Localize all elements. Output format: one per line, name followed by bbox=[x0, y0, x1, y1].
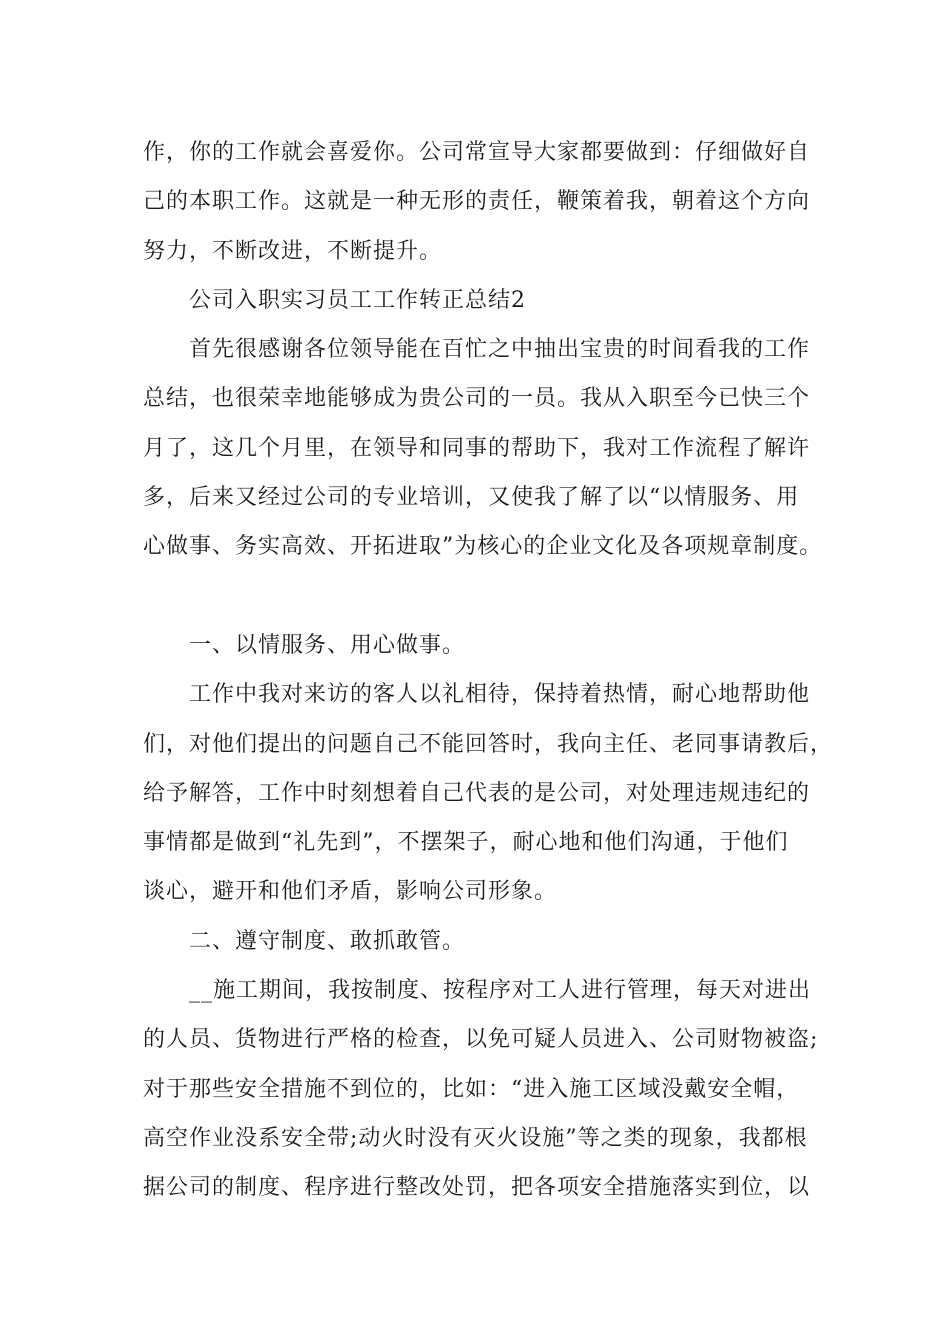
body-line: 对于那些安全措施不到位的，比如：“进入施工区域没戴安全帽， bbox=[143, 1076, 800, 1102]
paragraph-start-line: 首先很感谢各位领导能在百忙之中抽出宝贵的时间看我的工作 bbox=[189, 337, 811, 363]
paragraph-start-line: 工作中我对来访的客人以礼相待，保持着热情，耐心地帮助他 bbox=[189, 682, 811, 708]
subheading-two: 二、遵守制度、敢抓敢管。 bbox=[189, 928, 466, 954]
body-line: 们，对他们提出的问题自己不能回答时，我向主任、老同事请教后， bbox=[143, 731, 834, 757]
document-body bbox=[143, 128, 834, 1213]
body-line: 的人员、货物进行严格的检查，以免可疑人员进入、公司财物被盗; bbox=[143, 1027, 819, 1053]
subheading-one: 一、以情服务、用心做事。 bbox=[189, 632, 466, 658]
body-line: 作，你的工作就会喜爱你。公司常宣导大家都要做到：仔细做好自 bbox=[143, 140, 811, 165]
body-line: 努力，不断改进，不断提升。 bbox=[143, 238, 443, 264]
body-line: 据公司的制度、程序进行整改处罚，把各项安全措施落实到位，以 bbox=[143, 1175, 811, 1201]
body-line: 己的本职工作。这就是一种无形的责任，鞭策着我，朝着这个方向 bbox=[143, 189, 811, 215]
body-line: 高空作业没系安全带;动火时没有灭火设施”等之类的现象，我都根 bbox=[143, 1125, 808, 1151]
section-heading: 公司入职实习员工工作转正总结2 bbox=[189, 287, 526, 313]
blank-line bbox=[143, 572, 823, 621]
body-line: 谈心，避开和他们矛盾，影响公司形象。 bbox=[143, 879, 558, 905]
body-line: 事情都是做到“礼先到”，不摆架子，耐心地和他们沟通，于他们 bbox=[143, 830, 789, 856]
paragraph-start-line: __施工期间，我按制度、按程序对工人进行管理，每天对进出 bbox=[189, 978, 812, 1004]
body-line: 月了，这几个月里，在领导和同事的帮助下，我对工作流程了解许 bbox=[143, 435, 811, 461]
body-line: 心做事、务实高效、开拓进取”为核心的企业文化及各项规章制度。 bbox=[143, 534, 823, 560]
body-line: 给予解答，工作中时刻想着自己代表的是公司，对处理违规违纪的 bbox=[143, 780, 811, 806]
body-line: 总结，也很荣幸地能够成为贵公司的一员。我从入职至今已快三个 bbox=[143, 386, 811, 412]
body-line: 多，后来又经过公司的专业培训，又使我了解了以“以情服务、用 bbox=[143, 485, 800, 511]
